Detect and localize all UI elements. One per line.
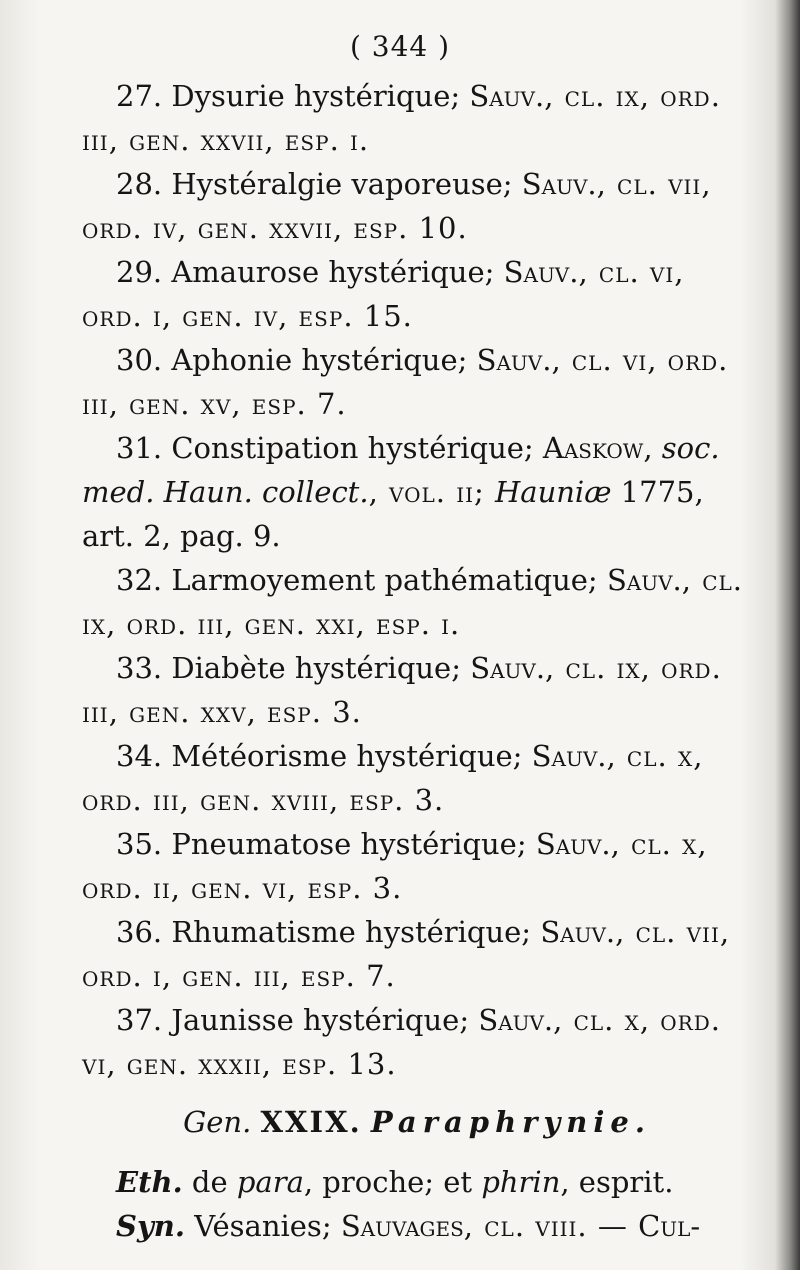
entry-source-cont: med. Haun. collect. [82, 475, 369, 509]
entry-ref: , cl. x, ord. [553, 1003, 721, 1037]
entry [82, 162, 712, 250]
entry-number: 30. [116, 343, 163, 377]
entry-author: Sauv. [531, 739, 607, 773]
entry-author: Sauv. [535, 827, 611, 861]
entry [82, 910, 731, 998]
entry-ref: , cl. vii, [615, 915, 731, 949]
entry-ref: , cl. x, [610, 827, 708, 861]
entry-number: 27. [116, 79, 163, 113]
entry-ref-cont: vi, gen. xxxii, esp. 13. [82, 1047, 397, 1081]
entry-author: Aaskow [542, 431, 644, 465]
entry-number: 32. [116, 563, 163, 597]
synonym-line [82, 1204, 712, 1248]
genus-prefix: Gen. [183, 1105, 252, 1139]
entry-ref: , cl. vi, [578, 255, 685, 289]
entry [82, 338, 729, 426]
page-body [82, 74, 744, 1248]
genus-name: Paraphrynie. [370, 1105, 651, 1139]
entry-number: 29. [116, 255, 163, 289]
etymology-text: , proche; et [303, 1165, 482, 1199]
entry-author: Sauv. [469, 79, 545, 113]
entry [82, 646, 722, 734]
etymology-word: para [236, 1165, 304, 1199]
synonym-label: Syn. [116, 1209, 185, 1243]
entry-author: Sauv. [476, 343, 552, 377]
entry-title: Amaurose hystérique; [171, 255, 504, 289]
entry-ref-cont: iii, gen. xxv, esp. 3. [82, 695, 362, 729]
etymology-line [82, 1160, 712, 1204]
entry-number: 35. [116, 827, 163, 861]
entry-ref-cont: ord. i, gen. iv, esp. 15. [82, 299, 413, 333]
entry-ref-cont: ord. i, gen. iii, esp. 7. [82, 959, 396, 993]
page-number: ( 344 ) [349, 30, 451, 63]
entry-title: Hystéralgie vaporeuse; [171, 167, 522, 201]
entry-ref-cont: iii, gen. xxvii, esp. i. [82, 123, 370, 157]
etymology-word: phrin [481, 1165, 561, 1199]
entry-ref-cont: ord. iii, gen. xviii, esp. 3. [82, 783, 445, 817]
entry-number: 33. [116, 651, 163, 685]
entry-author: Sauv. [470, 651, 546, 685]
entry-ref: , cl. [681, 563, 744, 597]
entry-number: 37. [116, 1003, 163, 1037]
entry-author: Sauv. [503, 255, 579, 289]
etymology-text: , esprit. [560, 1165, 674, 1199]
entry [82, 558, 744, 646]
entry-author: Sauv. [606, 563, 682, 597]
entry-ref-cont: ix, ord. iii, gen. xxi, esp. i. [82, 607, 461, 641]
entry-volume: , vol. ii; [368, 475, 495, 509]
entry [82, 998, 721, 1086]
entry-number: 28. [116, 167, 163, 201]
entry-number: 31. [116, 431, 163, 465]
entry-number: 34. [116, 739, 163, 773]
entry [82, 250, 712, 338]
entry-ref: , cl. vii, [596, 167, 712, 201]
entry [82, 822, 712, 910]
entry-title: Dysurie hystérique; [171, 79, 470, 113]
entry-title: Diabète hystérique; [171, 651, 471, 685]
synonym-ref: , cl. viii. — [463, 1209, 639, 1243]
genus-number: XXIX. [260, 1105, 362, 1139]
entry-ref-cont: ord. ii, gen. vi, esp. 3. [82, 871, 403, 905]
synonym-continued: Cul- [638, 1209, 701, 1243]
entry-ref: , cl. vi, ord. [551, 343, 729, 377]
entry-title: Pneumatose hystérique; [171, 827, 536, 861]
entry-ref-cont: iii, gen. xv, esp. 7. [82, 387, 347, 421]
synonym-text: Vésanies; [184, 1209, 341, 1243]
entry-title: Constipation hystérique; [171, 431, 543, 465]
entry-ref: , cl. x, [606, 739, 704, 773]
entry-year: 1775, [611, 475, 704, 509]
entry-ref-cont: art. 2, pag. 9. [82, 519, 281, 553]
synonym-author: Sauvages [340, 1209, 464, 1243]
etymology-label: Eth. [116, 1165, 183, 1199]
etymology-text: de [182, 1165, 237, 1199]
entry-title: Aphonie hystérique; [171, 343, 477, 377]
entry [82, 74, 721, 162]
entry-source: soc. [661, 431, 720, 465]
entry-author: Sauv. [478, 1003, 554, 1037]
entry: 31. Constipation hystérique; Aaskow, soc. med. Haun. collect., vol. ii; Hauniæ 1775, art. 2, pag. 9. [82, 426, 712, 558]
entry-title: Météorisme hystérique; [171, 739, 532, 773]
entry-ref: , cl. ix, ord. [545, 651, 722, 685]
entry-ref-cont: ord. iv, gen. xxvii, esp. 10. [82, 211, 468, 245]
entry-title: Jaunisse hystérique; [171, 1003, 479, 1037]
entry-title: Larmoyement pathématique; [171, 563, 607, 597]
entry-ref: , cl. ix, ord. [544, 79, 721, 113]
entry-title: Rhumatisme hystérique; [171, 915, 541, 949]
entry-number: 36. [116, 915, 163, 949]
genus-heading [82, 1100, 712, 1144]
entry [82, 734, 712, 822]
entry-author: Sauv. [540, 915, 616, 949]
entry-author: Sauv. [521, 167, 597, 201]
entry-place: Hauniæ [495, 475, 612, 509]
